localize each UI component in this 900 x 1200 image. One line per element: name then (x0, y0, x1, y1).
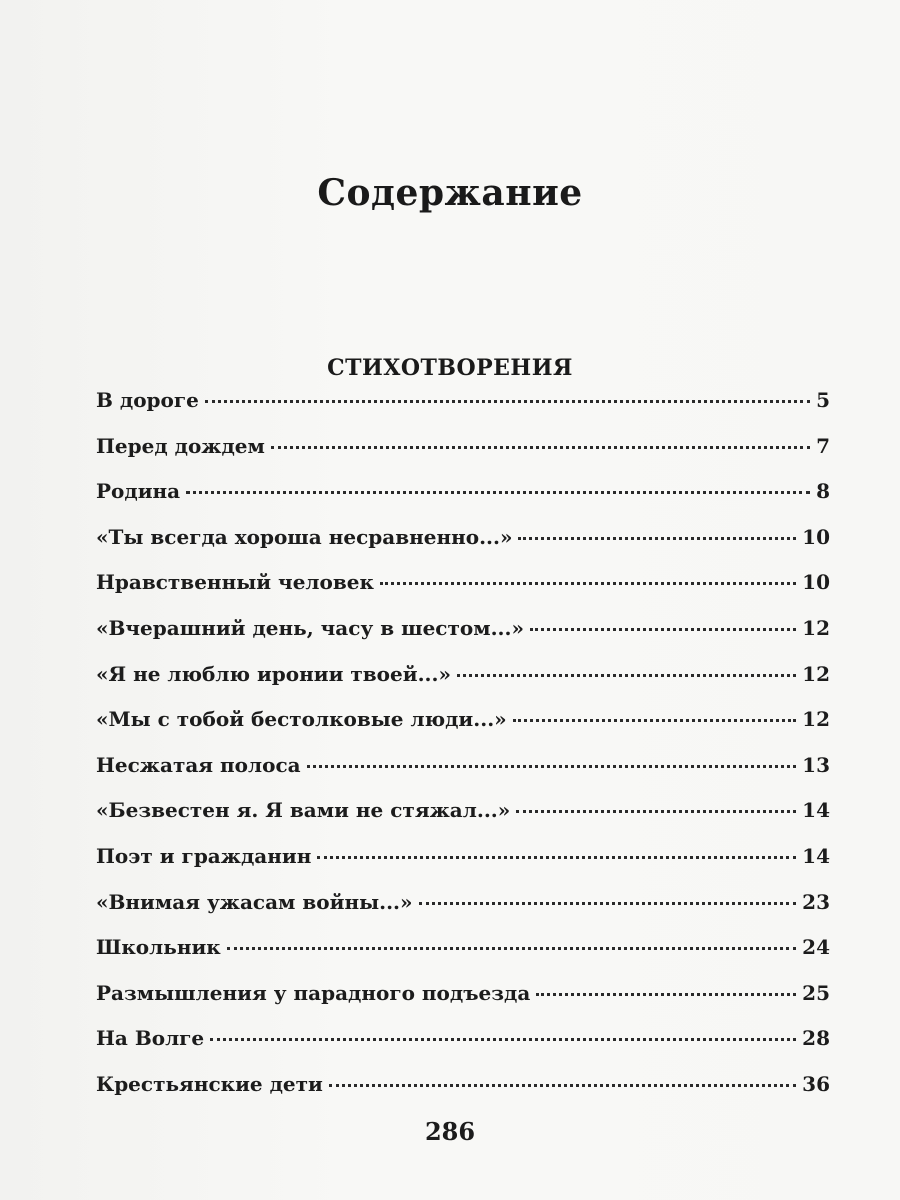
toc-entry-title: Родина (96, 479, 181, 504)
toc-entry-title: «Вчерашний день, часу в шестом...» (96, 615, 524, 640)
toc-entry-title: Нравственный человек (96, 570, 374, 595)
toc-entry (96, 981, 830, 1027)
toc-entry (96, 935, 830, 981)
toc-entry-page: 23 (802, 889, 830, 914)
toc-entry (96, 753, 830, 799)
toc-entry (96, 890, 830, 936)
toc-entry (96, 707, 830, 753)
dot-leader (205, 400, 810, 403)
toc-entry-page: 25 (802, 980, 830, 1005)
toc-entry (96, 844, 830, 890)
toc-entry (96, 570, 830, 616)
dot-leader (530, 628, 796, 631)
dot-leader (513, 719, 797, 722)
table-of-contents (96, 388, 830, 1118)
dot-leader (457, 674, 796, 677)
toc-entry (96, 798, 830, 844)
toc-entry-page: 12 (802, 661, 830, 686)
toc-entry-page: 7 (816, 433, 830, 458)
toc-entry-page: 28 (802, 1026, 830, 1051)
dot-leader (380, 582, 796, 585)
toc-entry-page: 10 (802, 524, 830, 549)
toc-entry-page: 10 (802, 570, 830, 595)
toc-entry (96, 616, 830, 662)
toc-entry (96, 388, 830, 434)
dot-leader (419, 902, 797, 905)
dot-leader (186, 491, 810, 494)
toc-entry-title: «Безвестен я. Я вами не стяжал...» (96, 798, 511, 823)
page-title: Содержание (317, 172, 583, 215)
toc-entry-page: 12 (802, 615, 830, 640)
toc-entry-page: 14 (802, 843, 830, 868)
toc-entry-title: «Ты всегда хороша несравненно...» (96, 524, 513, 549)
toc-entry (96, 1026, 830, 1072)
dot-leader (536, 993, 796, 996)
dot-leader (210, 1038, 796, 1041)
toc-entry-title: Перед дождем (96, 433, 265, 458)
toc-entry-title: Школьник (96, 935, 221, 960)
page-number: 286 (424, 1117, 476, 1146)
toc-entry-title: «Внимая ужасам войны...» (96, 889, 413, 914)
toc-entry-title: На Волге (96, 1026, 205, 1051)
dot-leader (227, 947, 796, 950)
toc-entry-title: Несжатая полоса (96, 752, 301, 777)
toc-entry-title: Поэт и гражданин (96, 843, 312, 868)
dot-leader (329, 1084, 796, 1087)
section-heading: СТИХОТВОРЕНИЯ (327, 355, 573, 382)
toc-entry-page: 12 (802, 707, 830, 732)
toc-entry-page: 5 (816, 388, 830, 412)
toc-entry-page: 14 (802, 798, 830, 823)
toc-entry-title: Размышления у парадного подъезда (96, 980, 531, 1005)
toc-entry-title: В дороге (96, 388, 199, 412)
toc-entry (96, 1072, 830, 1118)
toc-entry-title: «Мы с тобой бестолковые люди...» (96, 707, 507, 732)
toc-entry-page: 24 (802, 935, 830, 960)
toc-entry (96, 434, 830, 480)
toc-entry (96, 479, 830, 525)
dot-leader (518, 537, 796, 540)
toc-entry-title: «Я не люблю иронии твоей...» (96, 661, 451, 686)
toc-entry-page: 36 (802, 1071, 830, 1096)
dot-leader (271, 446, 810, 449)
toc-entry (96, 525, 830, 571)
dot-leader (516, 810, 796, 813)
dot-leader (307, 765, 797, 768)
toc-entry (96, 662, 830, 708)
dot-leader (317, 856, 796, 859)
toc-entry-title: Крестьянские дети (96, 1071, 323, 1096)
toc-entry-page: 13 (802, 752, 830, 777)
toc-entry-page: 8 (816, 479, 830, 504)
